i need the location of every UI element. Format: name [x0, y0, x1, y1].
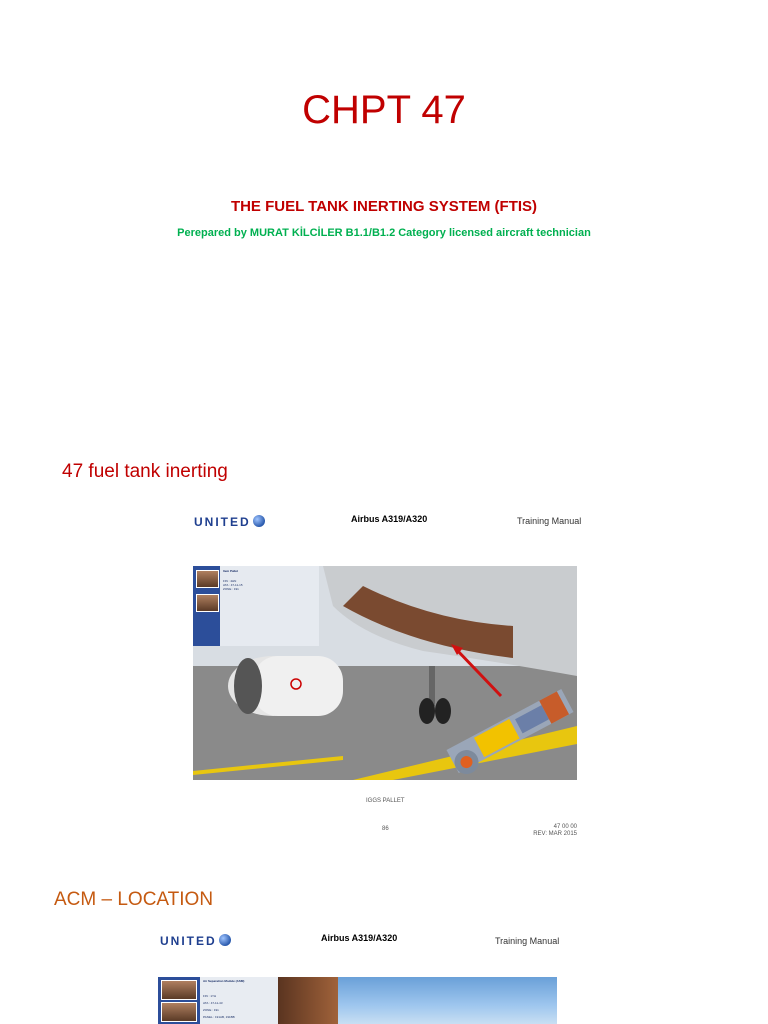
aircraft-model: Airbus A319/A320 [321, 933, 398, 943]
panel-line: PANEL : 191AB, 191BB [203, 1015, 235, 1019]
section-title-fuel-tank-inerting: 47 fuel tank inerting [62, 461, 228, 482]
panel-line: FIN : 1YH [203, 994, 217, 998]
aircraft-model: Airbus A319/A320 [351, 514, 428, 524]
page-number: 86 [382, 826, 389, 832]
item-info-panel [193, 566, 319, 646]
panel-line: ATA : 47-11-43 [203, 1001, 223, 1005]
item-info-panel [200, 977, 280, 1024]
chapter-title: CHPT 47 [302, 88, 466, 132]
globe-icon [253, 515, 265, 527]
thumbnail [196, 594, 219, 612]
acm-location-figure [158, 977, 557, 1024]
figure-caption: IGGS PALLET [366, 798, 405, 804]
author-line: Perepared by MURAT KİLCİLER B1.1/B1.2 Category licensed aircraft technician [177, 227, 591, 239]
document-subtitle: THE FUEL TANK INERTING SYSTEM (FTIS) [230, 198, 538, 215]
united-logo-text: UNITED [194, 515, 251, 529]
panel-heading: Item Pallet [223, 569, 239, 573]
manual-type: Training Manual [517, 516, 582, 526]
thumbnail [161, 980, 197, 1000]
panel-line: FIN : 4HN [223, 579, 237, 583]
panel-line: ZONE : 191 [223, 587, 239, 591]
reference-code: 47 00 00 [553, 824, 577, 830]
thumbnail [161, 1002, 197, 1022]
united-logo-text: UNITED [160, 934, 217, 948]
fuselage-interior [278, 977, 338, 1024]
panel-heading: Air Separation Module (ASM) [203, 979, 245, 983]
united-logo [194, 515, 265, 529]
iggs-pallet-figure [193, 566, 577, 780]
section-title-acm-location: ACM – LOCATION [54, 889, 214, 910]
panel-line: ZONE : 191 [203, 1008, 219, 1012]
thumbnail-strip [158, 977, 200, 1024]
thumbnail-strip [193, 566, 220, 646]
manual-type: Training Manual [495, 936, 560, 946]
thumbnail [196, 570, 219, 588]
united-logo [160, 934, 231, 948]
revision-date: REV: MAR 2015 [533, 831, 577, 837]
panel-line: ATA : 47-11-15 [223, 583, 243, 587]
globe-icon [219, 934, 231, 946]
